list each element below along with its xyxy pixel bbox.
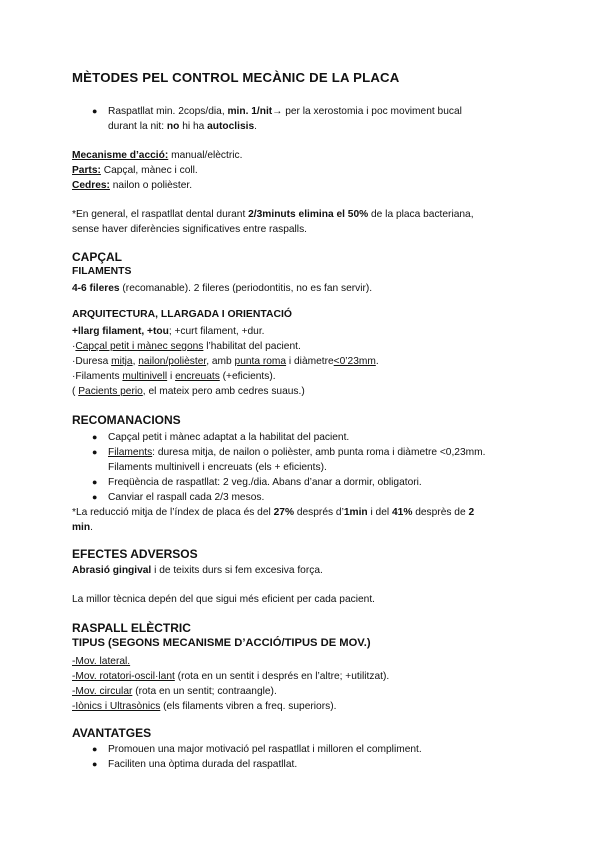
subheading-tipus: TIPUS (SEGONS MECANISME D’ACCIÓ/TIPUS DE MOV.) (72, 637, 371, 649)
tipus-line2: -Mov. rotatori-oscil·lant (rota en un sentit i després en l’altre; +utilitzat). (72, 671, 390, 682)
arq-line5: ( Pacients perio, el mateix pero amb cedres suaus.) (72, 386, 305, 397)
page-title: MÈTODES PEL CONTROL MECÀNIC DE LA PLACA (72, 70, 400, 85)
bullet: ● (92, 477, 98, 487)
rec-item-1: Capçal petit i mànec adaptat a la habilitat del pacient. (108, 432, 350, 443)
tipus-line4: -Iònics i Ultrasònics (els filaments vibren a freq. superiors). (72, 701, 337, 712)
section-heading-electric: RASPALL ELÈCTRIC (72, 621, 191, 635)
bullet: ● (92, 759, 98, 769)
rec-item-3: Freqüència de raspatllat: 2 veg./dia. Abans d’anar a dormir, obligatori. (108, 477, 422, 488)
avantatges-item-1: Promouen una major motivació pel raspatllat i milloren el compliment. (108, 744, 422, 755)
section-heading-recomanacions: RECOMANACIONS (72, 413, 181, 427)
rec-note-line1: *La reducció mitja de l’índex de placa és del 27% després d’1min i del 41% desprès de 2 (72, 507, 475, 518)
arq-line2: ·Capçal petit i mànec segons l’habilitat del pacient. (72, 341, 301, 352)
intro-bullet-line1: Raspatllat min. 2cops/dia, min. 1/nit→ per la xerostomia i poc moviment bucal (108, 106, 462, 117)
arq-line4: ·Filaments multinivell i encreuats (+eficients). (72, 371, 276, 382)
rec-note-line2: min. (72, 522, 93, 533)
filaments-line: 4-6 fileres (recomanable). 2 fileres (periodontitis, no es fan servir). (72, 283, 373, 294)
bullet: ● (92, 492, 98, 502)
bullet: ● (92, 744, 98, 754)
rec-item-4: Canviar el raspall cada 2/3 mesos. (108, 492, 265, 503)
tipus-line1: -Mov. lateral. (72, 656, 131, 667)
bullet: ● (92, 432, 98, 442)
avantatges-item-2: Faciliten una òptima durada del raspatllat. (108, 759, 298, 770)
section-heading-efectes: EFECTES ADVERSOS (72, 547, 198, 561)
arq-line3: ·Duresa mitja, nailon/polièster, amb punta roma i diàmetre<0’23mm. (72, 356, 379, 367)
section-heading-avantatges: AVANTATGES (72, 726, 152, 740)
arq-line1: +llarg filament, +tou; +curt filament, +dur. (72, 326, 265, 337)
efectes-line: Abrasió gingival i de teixits durs si fem excesiva força. (72, 565, 323, 576)
note-line1: *En general, el raspatllat dental durant 2/3minuts elimina el 50% de la placa bacteriana, (72, 209, 474, 220)
mechanism-line: Mecanisme d’acció: manual/elèctric. (72, 150, 243, 161)
bullet: ● (92, 447, 98, 457)
section-heading-capcal: CAPÇAL (72, 250, 122, 264)
rec-item-2: Filaments: duresa mitja, de nailon o polièster, amb punta roma i diàmetre <0,23mm. (108, 447, 486, 458)
subheading-filaments: FILAMENTS (72, 266, 132, 277)
parts-line: Parts: Capçal, mànec i coll. (72, 165, 198, 176)
rec-item-2-cont: Filaments multinivell i encreuats (els + eficients). (108, 462, 327, 473)
bristles-line: Cedres: nailon o polièster. (72, 180, 193, 191)
subheading-arquitectura: ARQUITECTURA, LLARGADA I ORIENTACIÓ (72, 309, 292, 320)
efectes-paragraph: La millor tècnica depén del que sigui més eficient per cada pacient. (72, 594, 375, 605)
intro-bullet-line2: durant la nit: no hi ha autoclisis. (108, 121, 257, 132)
bullet: ● (92, 106, 98, 116)
tipus-line3: -Mov. circular (rota en un sentit; contraangle). (72, 686, 277, 697)
note-line2: sense haver diferències significatives entre raspalls. (72, 224, 307, 235)
